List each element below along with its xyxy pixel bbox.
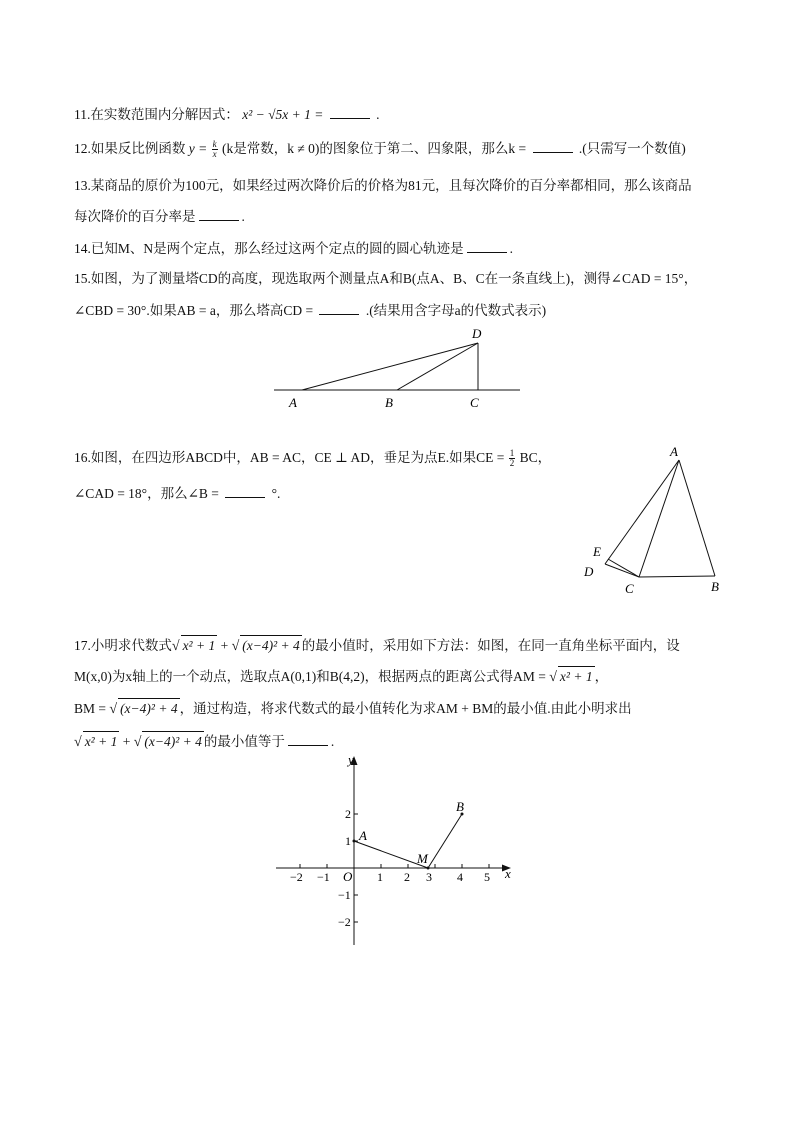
q11-number: 11. bbox=[74, 107, 91, 122]
q17-plus: + bbox=[220, 638, 229, 653]
q15-label-B: B bbox=[385, 395, 393, 410]
q17-l4-end: . bbox=[330, 734, 335, 749]
q17-coordinate-figure bbox=[270, 750, 520, 950]
q17-point-M bbox=[427, 867, 430, 870]
q16-label-A: A bbox=[670, 444, 678, 459]
q17-radicand-4: (x−4)² + 4 bbox=[118, 698, 180, 719]
q17-ytick-label-2: 2 bbox=[345, 807, 351, 821]
q17-l2b: ， bbox=[594, 669, 609, 684]
q12-text-3: .(只需写一个数值) bbox=[578, 141, 686, 156]
question-15-line-1: 15.如图，为了测量塔CD的高度，现选取两个测量点A和B(点A、B、C在一条直线上)，测得∠CAD = 15°， bbox=[74, 271, 698, 286]
q15-figure bbox=[270, 325, 530, 415]
q11-answer-blank[interactable] bbox=[330, 104, 370, 119]
q12-answer-blank[interactable] bbox=[533, 138, 573, 153]
q17-l1a: 17.小明求代数式 bbox=[74, 638, 172, 653]
q15-label-A: A bbox=[289, 395, 297, 410]
question-11 bbox=[74, 104, 380, 125]
q15-line-2a: ∠CBD = 30°.如果AB = a，那么塔高CD = bbox=[74, 303, 314, 318]
question-16-line-2 bbox=[74, 483, 280, 504]
q16-segment-AC bbox=[639, 460, 679, 577]
q17-l3b: ，通过构造，将求代数式的最小值转化为求AM + BM的最小值.由此小明求出 bbox=[179, 701, 632, 716]
q16-answer-blank[interactable] bbox=[225, 483, 265, 498]
question-15-line-2 bbox=[74, 300, 546, 321]
q16-label-C: C bbox=[625, 581, 634, 596]
question-12 bbox=[74, 138, 686, 159]
question-13-line-2 bbox=[74, 206, 245, 227]
question-13-line-1: 13.某商品的原价为100元，如果经过两次降价后的价格为81元，且每次降价的百分率都相同，那么该商品 bbox=[74, 178, 692, 193]
q15-answer-blank[interactable] bbox=[319, 300, 359, 315]
q16-label-E: E bbox=[593, 544, 601, 559]
q17-radical-sign-3: √ bbox=[549, 670, 557, 685]
q13-end: . bbox=[241, 209, 245, 224]
q16-segment-AB bbox=[679, 460, 715, 576]
q17-label-y: y bbox=[348, 752, 354, 767]
q13-line-2-text: 每次降价的百分率是 bbox=[74, 209, 196, 224]
q17-ytick-label-m2: −2 bbox=[338, 915, 351, 929]
q16-frac-den: 2 bbox=[509, 458, 515, 469]
q17-ytick-label-1: 1 bbox=[345, 834, 351, 848]
q17-segment-MB bbox=[428, 814, 462, 868]
q12-number: 12. bbox=[74, 141, 91, 156]
q14-end: . bbox=[509, 241, 514, 256]
q12-expr-pre: y = bbox=[188, 141, 208, 156]
q17-radicand-3: x² + 1 bbox=[558, 666, 595, 687]
q16-segment-CB bbox=[639, 576, 715, 577]
q17-radicand-6: (x−4)² + 4 bbox=[142, 731, 204, 752]
question-17-line-2 bbox=[74, 666, 608, 688]
q17-radicand-2: (x−4)² + 4 bbox=[240, 635, 302, 656]
question-16-line-1 bbox=[74, 448, 551, 468]
q17-label-M: M bbox=[417, 851, 428, 866]
q17-l3a: BM = bbox=[74, 701, 106, 716]
q17-xtick-label-2: 2 bbox=[404, 870, 410, 884]
q17-label-O: O bbox=[343, 869, 353, 884]
q16-segment-CE bbox=[608, 559, 639, 577]
q17-radical-sign-1: √ bbox=[171, 639, 180, 654]
q17-point-A bbox=[353, 840, 356, 843]
q17-radical-sign-5: √ bbox=[74, 735, 82, 750]
q17-label-x: x bbox=[505, 866, 511, 881]
q17-answer-blank[interactable] bbox=[288, 731, 328, 746]
q11-expression: x² − √5x + 1 = bbox=[242, 107, 324, 122]
q17-xtick-label-m1: −1 bbox=[317, 870, 330, 884]
q17-xtick-label-4: 4 bbox=[457, 870, 463, 884]
q17-radicand-5: x² + 1 bbox=[83, 731, 120, 752]
q15-segment-BD bbox=[397, 343, 478, 390]
q17-l4b: 的最小值等于 bbox=[203, 734, 285, 749]
q16-line-1a: 16.如图，在四边形ABCD中，AB = AC，CE ⊥ AD，垂足为点E.如果CE = bbox=[74, 450, 505, 465]
question-14 bbox=[74, 238, 513, 259]
q17-x-ticks bbox=[300, 864, 489, 868]
q16-line-1b: BC， bbox=[519, 450, 552, 465]
q17-xtick-label-5: 5 bbox=[484, 870, 490, 884]
q16-label-B: B bbox=[711, 579, 719, 594]
q16-fraction bbox=[509, 449, 516, 468]
q14-answer-blank[interactable] bbox=[467, 238, 507, 253]
q17-radical-sign-2: √ bbox=[231, 639, 240, 654]
q17-xtick-label-3: 3 bbox=[426, 870, 432, 884]
q17-xtick-label-1: 1 bbox=[377, 870, 383, 884]
q12-text-1: 如果反比例函数 bbox=[90, 141, 186, 156]
q16-segment-AD bbox=[605, 460, 679, 564]
q15-label-D: D bbox=[472, 326, 482, 341]
q13-answer-blank[interactable] bbox=[199, 206, 239, 221]
q17-l4-plus: + bbox=[122, 734, 131, 749]
q12-fraction bbox=[212, 140, 218, 159]
q17-xtick-label-m2: −2 bbox=[290, 870, 303, 884]
q16-figure bbox=[575, 440, 735, 600]
q17-l1b: 的最小值时，采用如下方法：如图，在同一直角坐标平面内，设 bbox=[301, 638, 680, 653]
q17-radicand-1: x² + 1 bbox=[181, 635, 218, 656]
q16-label-D: D bbox=[584, 564, 594, 579]
q16-line-2b: °. bbox=[271, 486, 281, 501]
q11-text: 在实数范围内分解因式： bbox=[90, 107, 239, 122]
q12-frac-num: k bbox=[212, 139, 217, 150]
q16-segment-DC bbox=[605, 564, 639, 577]
q17-l2a: M(x,0)为x轴上的一个动点，选取点A(0,1)和B(4,2)，根据两点的距离公式得AM = bbox=[74, 669, 546, 684]
q14-text: 14.已知M、N是两个定点，那么经过这两个定点的圆的圆心轨迹是 bbox=[74, 241, 464, 256]
q16-line-2a: ∠CAD = 18°，那么∠B = bbox=[74, 486, 219, 501]
q12-text-2: (k是常数，k ≠ 0)的图象位于第二、四象限，那么k = bbox=[221, 141, 527, 156]
q15-segment-AD bbox=[302, 343, 478, 390]
q15-label-C: C bbox=[470, 395, 479, 410]
q12-frac-den: x bbox=[212, 149, 217, 160]
q17-label-B: B bbox=[456, 799, 464, 814]
question-17-line-3 bbox=[74, 698, 632, 720]
q17-radical-sign-6: √ bbox=[133, 735, 142, 750]
q17-label-A: A bbox=[359, 828, 367, 843]
q16-frac-num: 1 bbox=[509, 448, 515, 459]
q15-line-2b: .(结果用含字母a的代数式表示) bbox=[365, 303, 547, 318]
q11-end: . bbox=[376, 107, 380, 122]
question-17-line-1 bbox=[74, 635, 680, 657]
q17-radical-sign-4: √ bbox=[109, 702, 118, 717]
q17-ytick-label-m1: −1 bbox=[338, 888, 351, 902]
